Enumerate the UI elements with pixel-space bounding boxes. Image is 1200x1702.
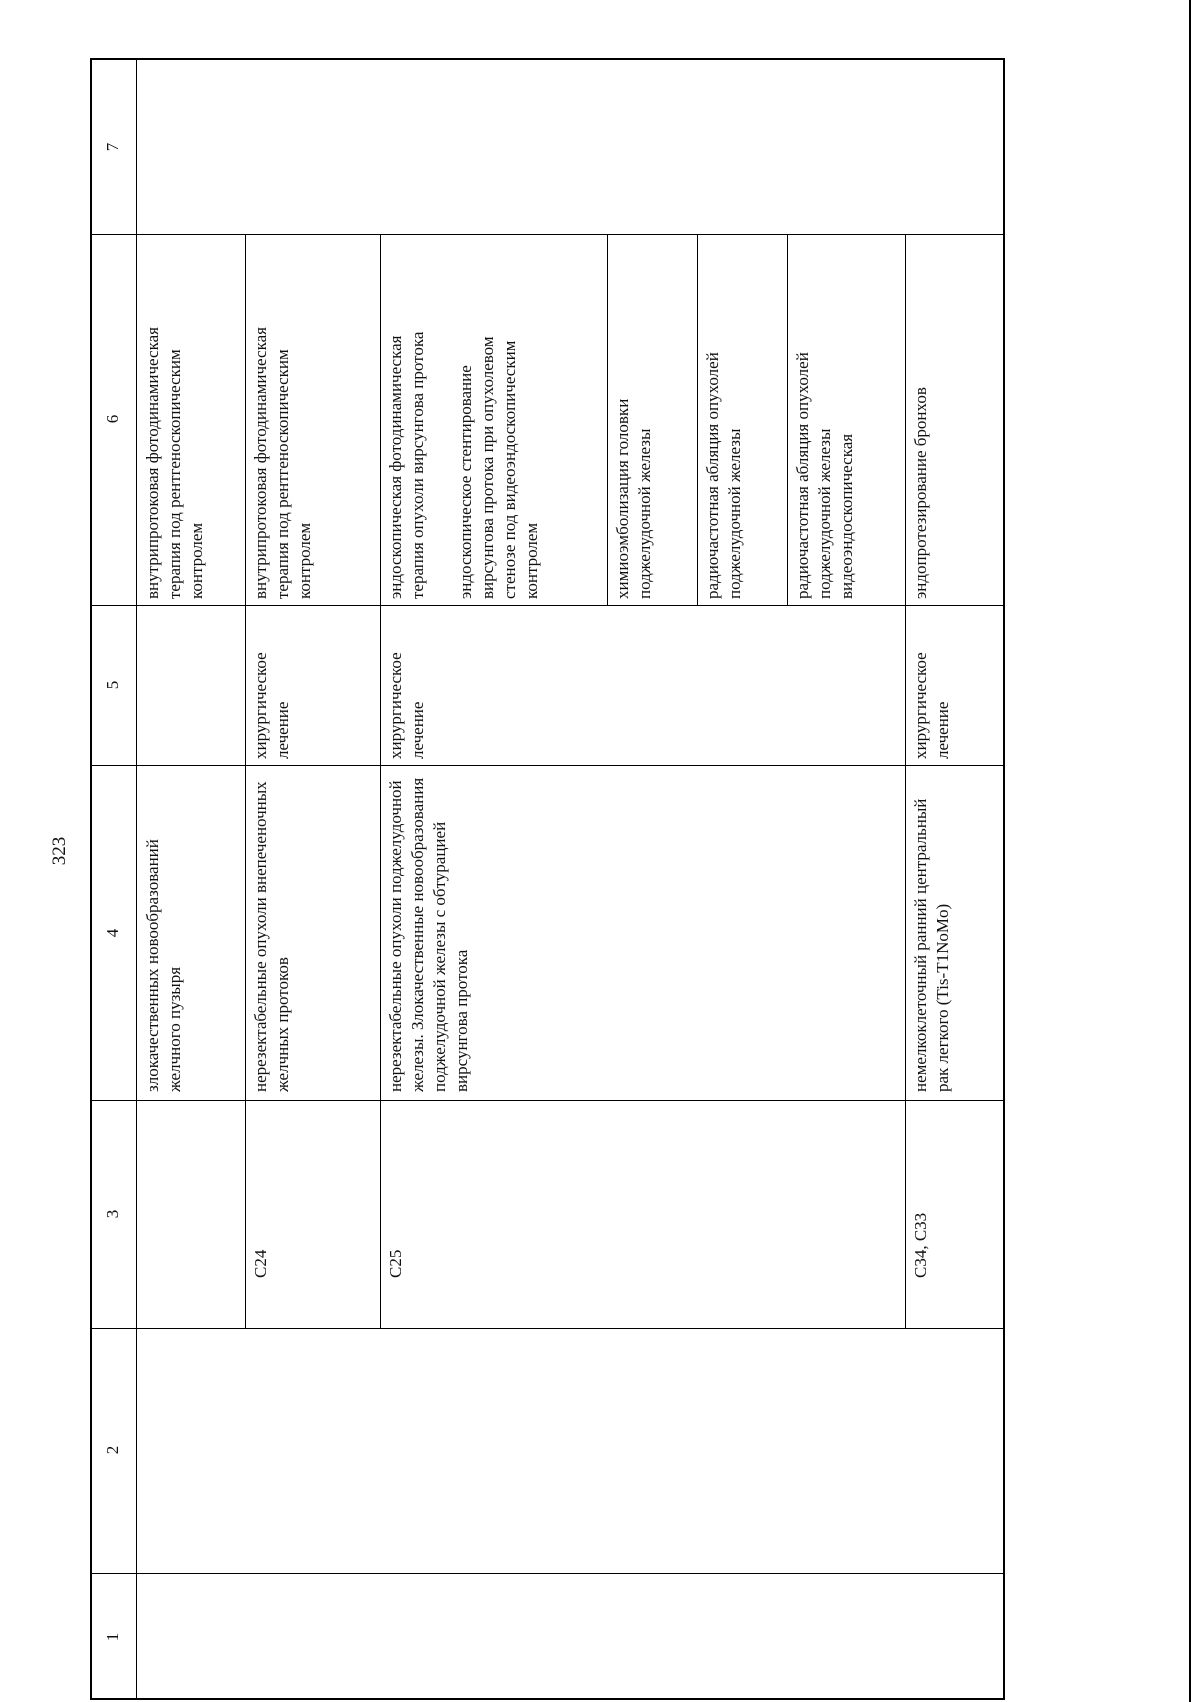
method-cell: внутрипротоковая фотодинамическая терапия под рентгеноскопическим контролем <box>251 327 314 599</box>
row-boundary-3-4 <box>905 234 906 1329</box>
row-boundary-2-3 <box>380 234 381 1329</box>
diagnosis-cell: нерезектабельные опухоли внепеченочных желчных протоков <box>251 781 292 1092</box>
icd-code-cell: C24 <box>251 1249 270 1278</box>
treatment-type-cell: хирургическое лечение <box>911 652 952 759</box>
column-boundary-4-3 <box>90 1100 1005 1101</box>
subrow-boundary-1 <box>607 234 608 605</box>
table-border-left <box>90 58 92 1700</box>
page-number: 323 <box>49 836 70 866</box>
column-boundary-6-5 <box>90 605 1005 606</box>
row-boundary-1-2 <box>245 234 246 1329</box>
diagnosis-cell: злокачественных новообразований желчного пузыря <box>143 839 184 1092</box>
subrow-boundary-2 <box>697 234 698 605</box>
diagnosis-cell: нерезектабельные опухоли поджелудочной железы. Злокачественные новообразования поджелудочной железы с обтурацией вирсунгова протока <box>386 777 471 1092</box>
table-border-right <box>1003 58 1005 1700</box>
column-boundary-7-6 <box>90 234 1005 235</box>
diagnosis-cell: немелкоклеточный ранний центральный рак легкого (Tis-T1NoMo) <box>911 798 952 1092</box>
medical-table <box>90 58 1005 1700</box>
method-cell: внутрипротоковая фотодинамическая терапия под рентгеноскопическим контролем <box>143 327 206 599</box>
treatment-type-cell: хирургическое лечение <box>251 652 292 759</box>
column-boundary-3-2 <box>90 1328 1005 1329</box>
treatment-type-cell: хирургическое лечение <box>386 652 427 759</box>
column-boundary-2-1 <box>90 1573 1005 1574</box>
column-boundary-5-4 <box>90 765 1005 766</box>
column-number-2: 2 <box>103 1445 122 1455</box>
method-text: эндоскопическая фотодинамическая терапия опухоли вирсунгова протока <box>386 331 427 599</box>
column-number-5: 5 <box>103 680 122 690</box>
column-number-6: 6 <box>103 414 122 424</box>
table-border-bottom <box>90 1698 1005 1700</box>
table-border-top <box>90 58 1005 60</box>
method-cell: химиоэмболизация головки поджелудочной железы <box>613 398 654 599</box>
method-cell <box>385 299 607 599</box>
icd-code-cell: C34, C33 <box>911 1212 930 1278</box>
column-number-1: 1 <box>103 1632 122 1642</box>
subrow-boundary-3 <box>787 234 788 605</box>
icd-code-cell: C25 <box>386 1249 405 1278</box>
method-cell: эндопротезирование бронхов <box>911 387 930 599</box>
header-divider <box>136 58 137 1700</box>
method-text: эндоскопическое стентирование вирсунгова протока при опухолевом стенозе под видеоэндоскопическим контролем <box>456 336 541 599</box>
scan-edge-line <box>1189 0 1191 1702</box>
method-cell: радиочастотная абляция опухолей поджелудочной железы видеоэндоскопическая <box>793 352 856 599</box>
method-cell: радиочастотная абляция опухолей поджелудочной железы <box>703 352 744 599</box>
column-number-3: 3 <box>103 1209 122 1219</box>
column-number-7: 7 <box>103 142 122 152</box>
column-number-4: 4 <box>103 928 122 938</box>
